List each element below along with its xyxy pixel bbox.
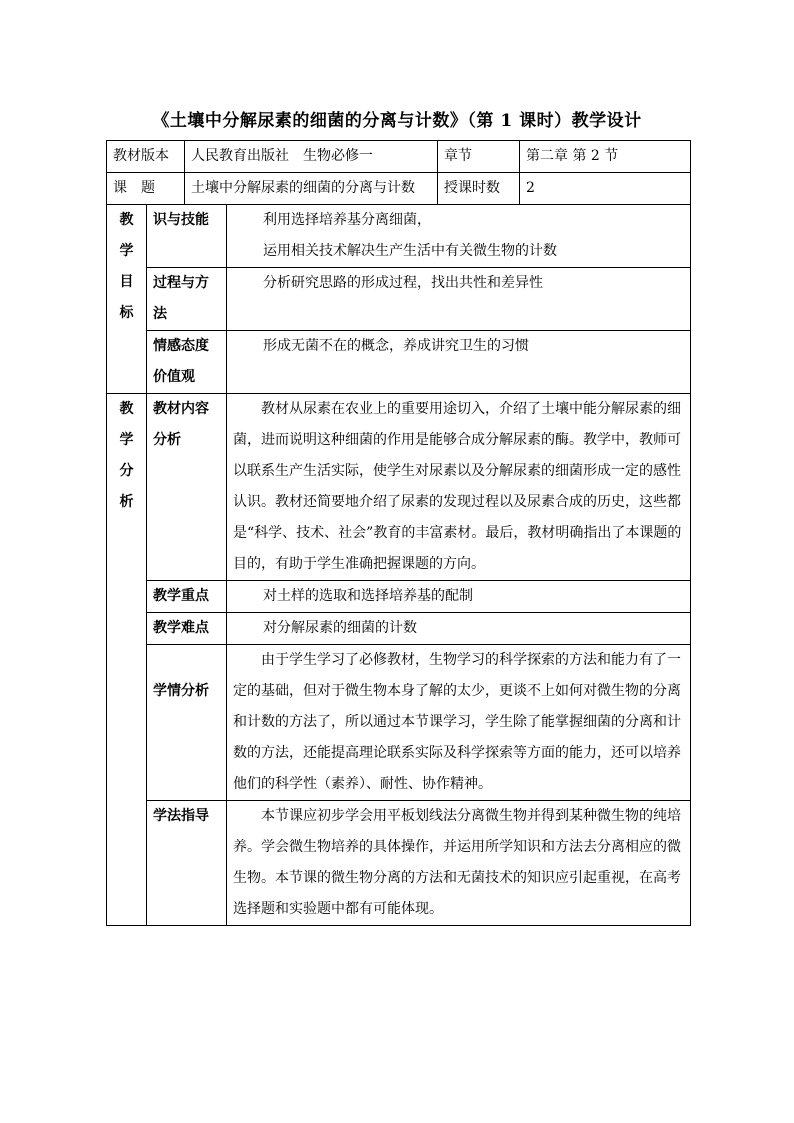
goal-knowledge-row: [107, 205, 691, 268]
learning-method-label: 学法指导: [147, 801, 227, 926]
knowledge-skill-label: 识与技能: [147, 205, 227, 268]
goal-emotion-row: [107, 331, 691, 394]
content-analysis-text: 教材从尿素在农业上的重要用途切入，介绍了土壤中能分解尿素的细菌，进而说明这种细菌的作用是能够合成分解尿素的酶。教学中，教师可以联系生产生活实际，使学生对尿素以及分解尿素的细菌形成一定的感性认识。教材还简要地介绍了尿素的发现过程以及尿素合成的历史，这些都是“科学、技术、社会”教育的丰富素材。最后，教材明确指出了本课题的目的，有助于学生准确把握课题的方向。: [227, 394, 691, 581]
difficult-point-text: 对分解尿素的细菌的计数: [227, 613, 691, 645]
hours-value: 2: [520, 173, 691, 205]
topic-row: [107, 173, 691, 205]
learning-method-text: 本节课应初步学会用平板划线法分离微生物并得到某种微生物的纯培养。学会微生物培养的具体操作，并运用所学知识和方法去分离相应的微生物。本节课的微生物分离的方法和无菌技术的知识应引起重视，在高考选择题和实验题中都有可能体现。: [227, 801, 691, 926]
lesson-plan-table: [106, 140, 691, 926]
student-analysis-text: 由于学生学习了必修教材，生物学习的科学探索的方法和能力有了一定的基础，但对于微生物本身了解的太少，更谈不上如何对微生物的分离和计数的方法了，所以通过本节课学习，学生除了能掌握细菌的分离和计数的方法，还能提高理论联系实际及科学探索等方面的能力，还可以培养他们的科学性（素养）、耐性、协作精神。: [227, 645, 691, 801]
student-analysis-row: [107, 645, 691, 801]
content-analysis-row: [107, 394, 691, 581]
chapter-value: 第二章 第 2 节: [520, 141, 691, 173]
topic-value: 土壤中分解尿素的细菌的分离与计数: [185, 173, 438, 205]
chapter-label: 章节: [438, 141, 520, 173]
process-method-text: 分析研究思路的形成过程，找出共性和差异性: [227, 268, 691, 331]
edition-label: 教材版本: [107, 141, 185, 173]
student-analysis-label: 学情分析: [147, 645, 227, 801]
key-point-row: [107, 581, 691, 613]
key-point-label: 教学重点: [147, 581, 227, 613]
difficult-point-row: [107, 613, 691, 645]
edition-row: [107, 141, 691, 173]
emotion-value-text: 形成无菌不在的概念，养成讲究卫生的习惯: [227, 331, 691, 394]
key-point-text: 对土样的选取和选择培养基的配制: [227, 581, 691, 613]
topic-label: 课 题: [107, 173, 185, 205]
content-analysis-label: 教材内容 分析: [147, 394, 227, 581]
analysis-group-label: 教 学 分 析: [107, 394, 147, 926]
learning-method-row: [107, 801, 691, 926]
process-method-label: 过程与方 法: [147, 268, 227, 331]
edition-value: 人民教育出版社 生物必修一: [185, 141, 438, 173]
difficult-point-label: 教学难点: [147, 613, 227, 645]
emotion-value-label: 情感态度 价值观: [147, 331, 227, 394]
goals-group-label: 教 学 目 标: [107, 205, 147, 394]
hours-label: 授课时数: [438, 173, 520, 205]
goal-process-row: [107, 268, 691, 331]
knowledge-skill-text: 利用选择培养基分离细菌， 运用相关技术解决生产生活中有关微生物的计数: [227, 205, 691, 268]
document-title: 《土壤中分解尿素的细菌的分离与计数》（第 1 课时）教学设计: [152, 111, 642, 131]
